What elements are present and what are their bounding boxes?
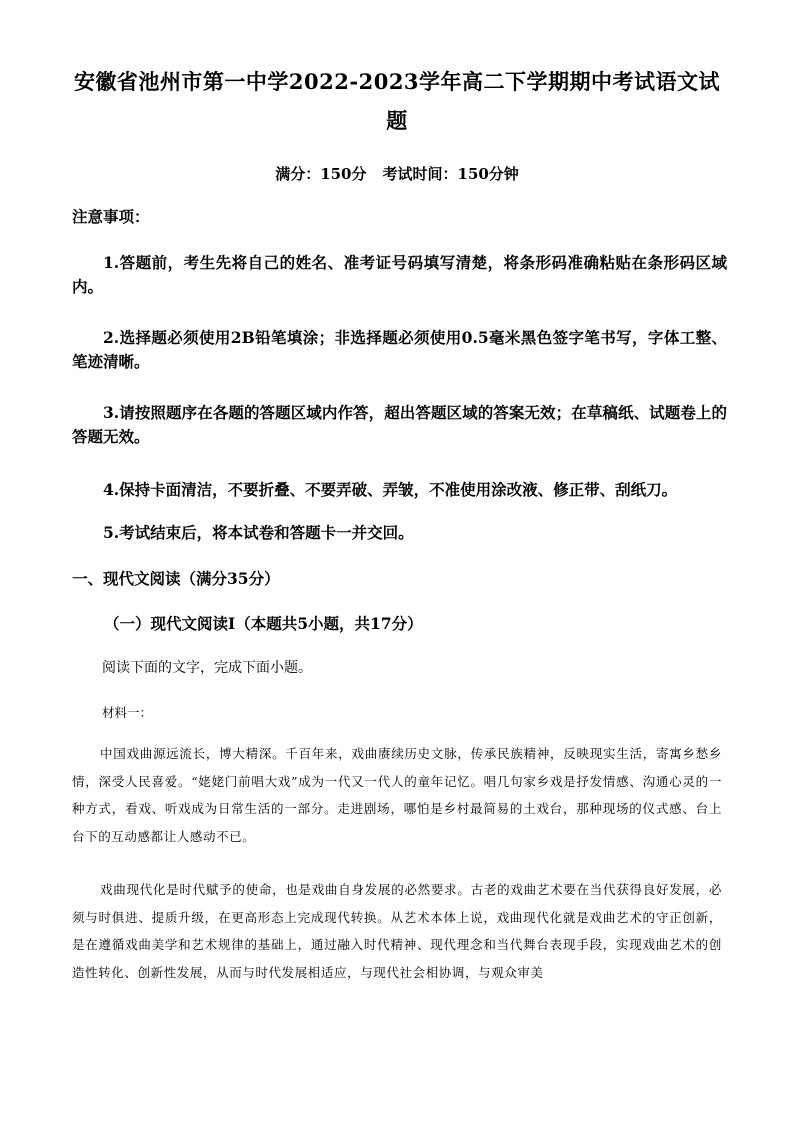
note-item-1: 1.答题前，考生先将自己的姓名、准考证号码填写清楚，将条形码准确粘贴在条形码区域内。 xyxy=(72,253,727,296)
notes-heading: 注意事项： xyxy=(72,207,150,226)
full-score: 满分：150分 xyxy=(275,165,367,183)
exam-time: 考试时间：150分钟 xyxy=(382,165,519,183)
exam-meta xyxy=(0,163,794,185)
material-label: 材料一： xyxy=(102,705,153,720)
subsection-heading: （一）现代文阅读Ⅰ（本题共5小题，共17分） xyxy=(104,614,423,633)
note-item-5: 5.考试结束后，将本试卷和答题卡一并交回。 xyxy=(103,523,414,542)
exam-title-line-2: 题 xyxy=(386,108,408,133)
note-item-2: 2.选择题必须使用2B铅笔填涂；非选择题必须使用0.5毫米黑色签字笔书写，字体工整、笔迹清晰。 xyxy=(72,328,727,371)
note-item-3: 3.请按照题序在各题的答题区域内作答，超出答题区域的答案无效；在草稿纸、试题卷上的答题无效。 xyxy=(72,403,727,446)
exam-title-line-1: 安徽省池州市第一中学2022-2023学年高二下学期期中考试语文试 xyxy=(73,69,721,94)
reading-instruction: 阅读下面的文字，完成下面小题。 xyxy=(102,660,312,676)
material-paragraph-2: 戏曲现代化是时代赋予的使命，也是戏曲自身发展的必然要求。古老的戏曲艺术要在当代获得良好发展，必须与时俱进、提质升级，在更高形态上完成现代转换。从艺术本体上说，戏曲现代化就是戏曲艺术的守正创新，是在遵循戏曲美学和艺术规律的基础上，通过融入时代精神、现代理念和当代舞台表现手段，实现戏曲艺术的创造性转化、创新性发展，从而与时代发展相适应，与现代社会相协调，与观众审美 xyxy=(72,882,722,980)
section-heading: 一、现代文阅读（满分35分） xyxy=(72,569,280,588)
material-paragraph-1: 中国戏曲源远流长，博大精深。千百年来，戏曲赓续历史文脉，传承民族精神，反映现实生活，寄寓乡愁乡情，深受人民喜爱。“姥姥门前唱大戏”成为一代又一代人的童年记忆。唱几句家乡戏是抒发情感、沟通心灵的一种方式，看戏、听戏成为日常生活的一部分。走进剧场，哪怕是乡村最简易的土戏台，那种现场的仪式感、台上台下的互动感都让人感动不已。 xyxy=(72,746,722,844)
note-item-4: 4.保持卡面清洁，不要折叠、不要弄破、弄皱，不准使用涂改液、修正带、刮纸刀。 xyxy=(103,480,678,499)
